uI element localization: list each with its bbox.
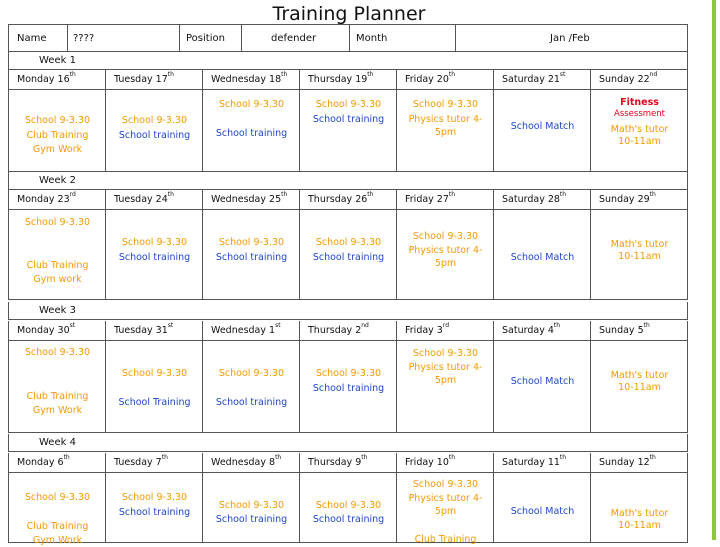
activity-text: 10-11am: [618, 136, 661, 147]
activity-cell: [9, 341, 106, 432]
day-header: Thursday 19th: [300, 70, 397, 89]
day-header: Monday 16th: [9, 70, 106, 89]
day-header: Thursday 2nd: [300, 321, 397, 340]
activity-cell: [203, 90, 300, 171]
activity-row: [8, 473, 688, 546]
activity-text: School training: [215, 514, 288, 525]
activity-text: Math's tutor: [610, 239, 669, 250]
activity-text: School 9-3.30: [218, 368, 285, 379]
activity-text: School 9-3.30: [24, 347, 91, 358]
activity-cell: [203, 341, 300, 432]
activity-text: School 9-3.30: [121, 237, 188, 248]
day-header: Friday 10th: [397, 453, 494, 472]
month-value: Jan /Feb: [550, 33, 590, 44]
activity-text: 10-11am: [618, 251, 661, 262]
activity-row: [8, 341, 688, 433]
activity-cell: [9, 90, 106, 171]
activity-text: School 9-3.30: [24, 217, 91, 228]
week-label: Week 2: [8, 172, 688, 190]
activity-text: 5pm: [434, 375, 457, 386]
day-header-row: [8, 321, 688, 341]
activity-cell: [591, 341, 688, 432]
activity-cell: [300, 210, 397, 299]
activity-cell: [397, 341, 494, 432]
day-header: Tuesday 24th: [106, 190, 203, 209]
activity-text: School 9-3.30: [315, 99, 382, 110]
day-header: Saturday 28th: [494, 190, 591, 209]
position-label: Position: [186, 33, 225, 44]
activity-text: 5pm: [434, 258, 457, 269]
activity-text: School 9-3.30: [24, 492, 91, 503]
activity-text: Club Training: [414, 534, 477, 545]
activity-cell: [397, 90, 494, 171]
day-header: Saturday 4th: [494, 321, 591, 340]
activity-text: Physics tutor 4-: [408, 245, 483, 256]
activity-text: School Match: [510, 121, 575, 132]
activity-text: Physics tutor 4-: [408, 114, 483, 125]
activity-text: School 9-3.30: [24, 115, 91, 126]
activity-text: Club Training: [26, 260, 89, 271]
name-label: Name: [17, 33, 47, 44]
activity-text: Gym Work: [32, 144, 83, 155]
day-header: Tuesday 7th: [106, 453, 203, 472]
day-header: Wednesday 18th: [203, 70, 300, 89]
activity-text: School training: [312, 514, 385, 525]
day-header-row: [8, 453, 688, 473]
day-header: Tuesday 17th: [106, 70, 203, 89]
day-header-row: [8, 190, 688, 210]
activity-cell: [106, 341, 203, 432]
activity-text: School 9-3.30: [412, 348, 479, 359]
day-header: Wednesday 8th: [203, 453, 300, 472]
activity-text: Club Training: [26, 130, 89, 141]
activity-text: School 9-3.30: [412, 231, 479, 242]
activity-cell: [106, 90, 203, 171]
day-header: Sunday 22nd: [599, 71, 658, 85]
month-label: Month: [356, 33, 388, 44]
activity-text: School training: [312, 252, 385, 263]
activity-text: School 9-3.30: [315, 500, 382, 511]
activity-text: School 9-3.30: [121, 115, 188, 126]
activity-text: School training: [215, 252, 288, 263]
activity-cell: [106, 210, 203, 299]
activity-text: School 9-3.30: [218, 99, 285, 110]
activity-text: School Match: [510, 252, 575, 263]
activity-row: [8, 210, 688, 300]
activity-text: Math's tutor: [610, 508, 669, 519]
activity-text: School training: [215, 128, 288, 139]
day-header: Thursday 26th: [300, 190, 397, 209]
day-header-row: [8, 70, 688, 90]
activity-text: Physics tutor 4-: [408, 493, 483, 504]
week-label: Week 1: [8, 52, 688, 70]
week-label: Week 3: [8, 302, 688, 320]
week-label: Week 4: [8, 434, 688, 452]
activity-text: School 9-3.30: [218, 500, 285, 511]
activity-text: Gym work: [33, 274, 82, 285]
header-row: [8, 24, 688, 52]
activity-text: School training: [215, 397, 288, 408]
day-header: Tuesday 31st: [106, 321, 203, 340]
day-header: Monday 6th: [9, 453, 106, 472]
activity-cell: [397, 210, 494, 299]
activity-cell: [300, 341, 397, 432]
activity-cell: [591, 90, 688, 171]
activity-text: School training: [118, 252, 191, 263]
activity-text: School 9-3.30: [315, 368, 382, 379]
activity-text: Math's tutor: [610, 370, 669, 381]
activity-text: Physics tutor 4-: [408, 362, 483, 373]
activity-cell: [494, 473, 591, 542]
activity-text: School Match: [510, 376, 575, 387]
activity-text: School 9-3.30: [412, 99, 479, 110]
activity-text: School training: [118, 130, 191, 141]
activity-cell: [203, 210, 300, 299]
position-value: defender: [271, 33, 317, 44]
activity-cell: [300, 90, 397, 171]
day-header: Saturday 21st: [494, 70, 591, 89]
activity-text: School Match: [510, 506, 575, 517]
activity-text: School 9-3.30: [218, 237, 285, 248]
activity-text: 5pm: [434, 127, 457, 138]
activity-text: School training: [118, 507, 191, 518]
day-header: Thursday 9th: [300, 453, 397, 472]
activity-cell: [9, 473, 106, 546]
activity-text: Club Training: [26, 521, 89, 532]
activity-cell: [397, 473, 494, 545]
activity-cell: [494, 210, 591, 299]
right-accent-bar: [710, 0, 720, 540]
activity-text: School training: [312, 114, 385, 125]
day-header: Sunday 12th: [599, 454, 656, 468]
activity-text: Fitness: [620, 97, 659, 108]
day-header: Friday 20th: [397, 70, 494, 89]
activity-text: Club Training: [26, 391, 89, 402]
activity-cell: [494, 341, 591, 432]
activity-cell: [494, 90, 591, 171]
day-header: Monday 30st: [9, 321, 106, 340]
activity-text: School 9-3.30: [121, 368, 188, 379]
activity-text: Assessment: [614, 109, 665, 119]
activity-text: 5pm: [434, 506, 457, 517]
day-header: Sunday 29th: [599, 191, 656, 205]
activity-text: School 9-3.30: [412, 479, 479, 490]
day-header: Saturday 11th: [494, 453, 591, 472]
activity-cell: [591, 473, 688, 542]
day-header: Wednesday 25th: [203, 190, 300, 209]
activity-text: 10-11am: [618, 520, 661, 531]
activity-text: Math's tutor: [610, 124, 669, 135]
activity-row: [8, 90, 688, 172]
day-header: Wednesday 1st: [203, 321, 300, 340]
day-header: Friday 3rd: [397, 321, 494, 340]
activity-text: School 9-3.30: [315, 237, 382, 248]
activity-text: School 9-3.30: [121, 492, 188, 503]
activity-cell: [106, 473, 203, 542]
name-value: ????: [73, 33, 95, 44]
activity-cell: [591, 210, 688, 299]
page-title: Training Planner: [272, 3, 426, 25]
activity-cell: [300, 473, 397, 542]
day-header: Sunday 5th: [599, 322, 650, 336]
day-header: Friday 27th: [397, 190, 494, 209]
activity-text: School training: [312, 383, 385, 394]
activity-cell: [203, 473, 300, 542]
day-header: Monday 23rd: [9, 190, 106, 209]
activity-cell: [9, 210, 106, 299]
activity-text: Gym Work: [32, 535, 83, 546]
activity-text: School Training: [118, 397, 191, 408]
activity-text: Gym Work: [32, 405, 83, 416]
activity-text: 10-11am: [618, 382, 661, 393]
